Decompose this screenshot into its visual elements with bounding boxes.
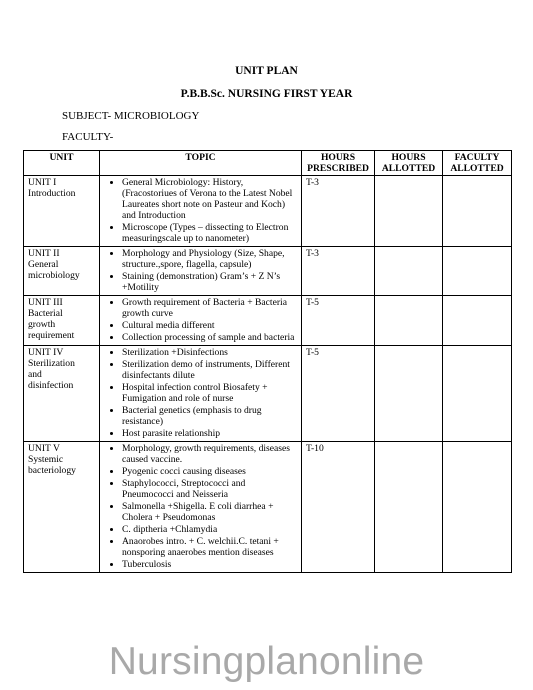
unit-line: microbiology: [28, 270, 80, 281]
topic-item: • Anaorobes intro. + C. welchii.C. tetani + nonsporing anaerobes mention diseases: [122, 536, 299, 558]
faculty-label: FACULTY-: [62, 131, 114, 143]
unit-cell: [24, 296, 100, 346]
hours-allotted-cell: [375, 247, 443, 296]
header-line: HOURS: [320, 152, 356, 163]
subject-label: SUBJECT- MICROBIOLOGY: [62, 110, 200, 122]
faculty-allotted-cell: [443, 176, 512, 247]
hours-allotted-cell: [375, 176, 443, 247]
hours-allotted-cell: [375, 442, 443, 573]
topic-item: • Tuberculosis: [122, 559, 299, 570]
topic-cell: [100, 442, 302, 573]
topic-item: • Morphology and Physiology (Size, Shape, structure.,spore, flagella, capsule): [122, 248, 299, 270]
unit-cell: [24, 176, 100, 247]
header-line: PRESCRIBED: [307, 163, 369, 174]
header-line: HOURS: [391, 152, 426, 163]
table-row: [24, 247, 512, 296]
topic-item: • Staining (demonstration) Gram’s + Z N’s +Motility: [122, 271, 299, 293]
unit-line: UNIT V: [28, 443, 60, 454]
topic-list: [102, 248, 299, 293]
header-unit-label: UNIT: [49, 152, 74, 163]
topic-cell: [100, 346, 302, 442]
unit-line: Introduction: [28, 188, 76, 199]
faculty-allotted-cell: [443, 346, 512, 442]
hours-prescribed-cell: T-3: [302, 247, 375, 296]
unit-line: UNIT III: [28, 297, 63, 308]
topic-item: • Microscope (Types – dissecting to Electron measuringscale up to nanometer): [122, 222, 299, 244]
faculty-allotted-cell: [443, 247, 512, 296]
header-topic-label: TOPIC: [185, 152, 216, 163]
faculty-allotted-cell: [443, 442, 512, 573]
topic-cell: [100, 296, 302, 346]
hours-prescribed-cell: T-5: [302, 296, 375, 346]
topic-list: [102, 297, 299, 343]
topic-item: • Staphylococci, Streptococci and Pneumococci and Neisseria: [122, 478, 299, 500]
header-hours-allotted: [375, 151, 443, 176]
topic-item: • Hospital infection control Biosafety + Fumigation and role of nurse: [122, 382, 299, 404]
topic-cell: [100, 176, 302, 247]
unit-line: Bacterial: [28, 308, 63, 319]
unit-line: bacteriology: [28, 465, 76, 476]
topic-cell: [100, 247, 302, 296]
topic-list: [102, 347, 299, 439]
topic-item: • Sterilization demo of instruments, Different disinfectants dilute: [122, 359, 299, 381]
header-topic: [100, 151, 302, 176]
page-subtitle: P.B.B.Sc. NURSING FIRST YEAR: [180, 88, 353, 100]
table-header-row: [24, 151, 512, 176]
hours-prescribed-cell: T-10: [302, 442, 375, 573]
topic-item: • Growth requirement of Bacteria + Bacteria growth curve: [122, 297, 299, 319]
hours-allotted-cell: [375, 346, 443, 442]
topic-item: • Sterilization +Disinfections: [122, 347, 299, 358]
header-line: ALLOTTED: [450, 163, 504, 174]
table-row: [24, 442, 512, 573]
header-line: ALLOTTED: [381, 163, 436, 174]
topic-item: • Host parasite relationship: [122, 428, 299, 439]
hours-allotted-cell: [375, 296, 443, 346]
hours-prescribed-cell: T-3: [302, 176, 375, 247]
header-line: FACULTY: [454, 152, 500, 163]
watermark: Nursingplanonline: [108, 640, 425, 683]
page-title: UNIT PLAN: [235, 65, 298, 77]
unit-line: requirement: [28, 330, 75, 341]
table-row: [24, 176, 512, 247]
unit-line: UNIT I: [28, 177, 57, 188]
unit-cell: [24, 247, 100, 296]
unit-line: UNIT IV: [28, 347, 64, 358]
unit-line: disinfection: [28, 380, 74, 391]
topic-item: • Morphology, growth requirements, diseases caused vaccine.: [122, 443, 299, 465]
topic-item: • C. diptheria +Chlamydia: [122, 524, 299, 535]
table-row: [24, 296, 512, 346]
header-hours-prescribed: [302, 151, 375, 176]
unit-line: Systemic: [28, 454, 64, 465]
unit-line: and: [28, 369, 42, 380]
unit-cell: [24, 442, 100, 573]
topic-item: • Collection processing of sample and bacteria: [122, 332, 299, 343]
topic-item: • Bacterial genetics (emphasis to drug resistance): [122, 405, 299, 427]
table-row: [24, 346, 512, 442]
unit-plan-table: [23, 150, 512, 573]
unit-line: General: [28, 259, 59, 270]
topic-item: • Cultural media different: [122, 320, 299, 331]
topic-item: • General Microbiology: History, (Fracostoriues of Verona to the Latest Nobel Laureates short note on Pasteur and Koch) and Introduction: [122, 177, 299, 221]
unit-line: Sterilization: [28, 358, 75, 369]
header-unit: [24, 151, 100, 176]
hours-prescribed-cell: T-5: [302, 346, 375, 442]
header-faculty-allotted: [443, 151, 512, 176]
unit-line: UNIT II: [28, 248, 60, 259]
topic-list: [102, 443, 299, 570]
unit-cell: [24, 346, 100, 442]
topic-item: • Salmonella +Shigella. E coli diarrhea + Cholera + Pseudomonas: [122, 501, 299, 523]
unit-line: growth: [28, 319, 56, 330]
topic-list: [102, 177, 299, 244]
topic-item: • Pyogenic cocci causing diseases: [122, 466, 299, 477]
faculty-allotted-cell: [443, 296, 512, 346]
